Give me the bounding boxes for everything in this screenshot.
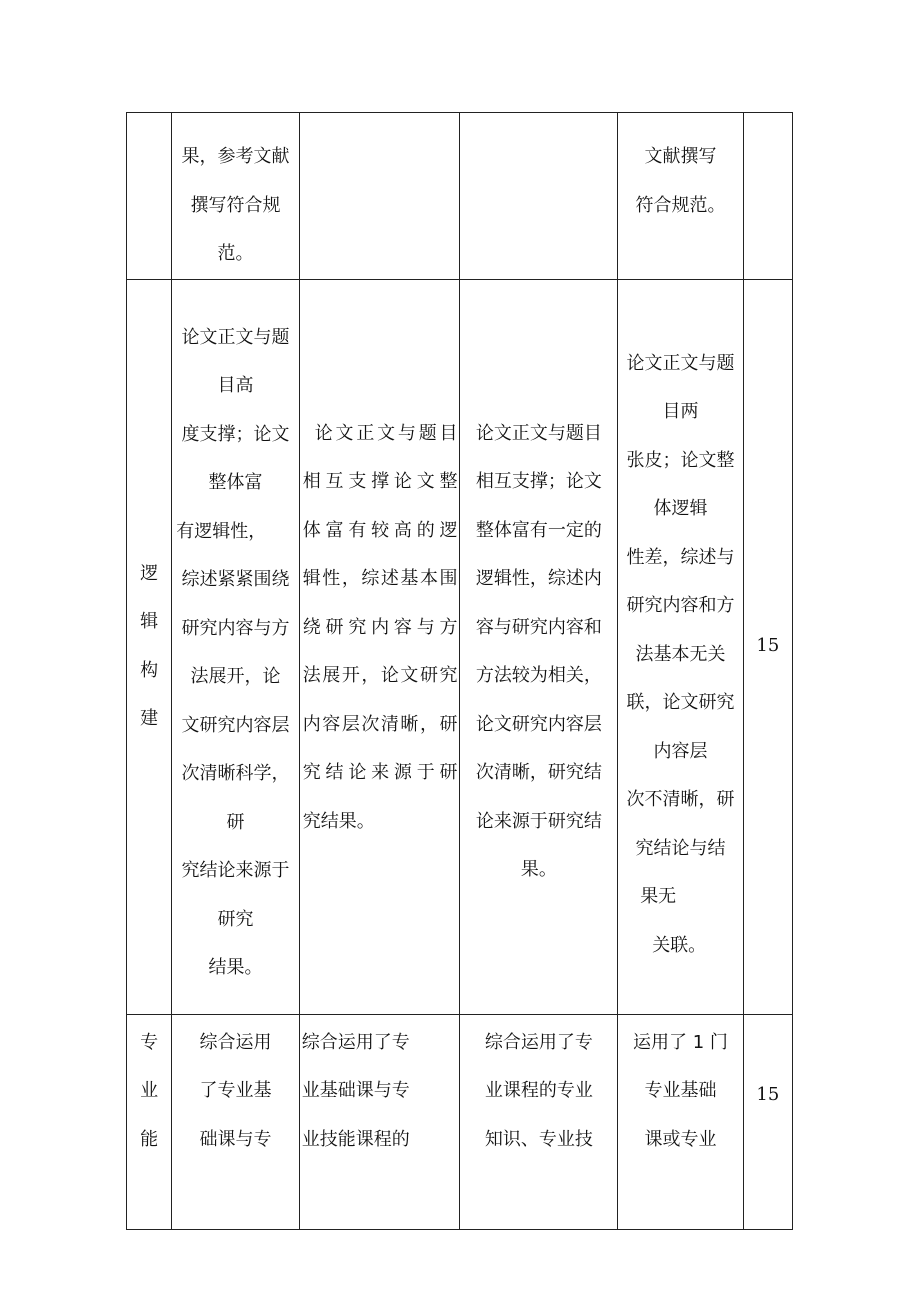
cell-line: 论文研究内容层 (475, 713, 602, 735)
cell-line: 符合规范。 (635, 194, 726, 216)
fail-cell (618, 279, 744, 1014)
cell-line: 文献撰写 (644, 146, 717, 167)
cell-line: 撰写符合规 (190, 194, 281, 216)
excellent-cell (172, 1014, 300, 1229)
cell-line: 究结论与结 (635, 837, 726, 859)
cell-line: 知识、专业技 (484, 1128, 593, 1150)
pass-cell (460, 279, 618, 1014)
fail-cell (618, 1014, 744, 1229)
cell-line: 范。 (217, 243, 254, 264)
cell-line: 础课与专 (199, 1128, 272, 1150)
good-cell (299, 1014, 460, 1229)
criterion-char: 建 (140, 708, 159, 729)
cell-line: 联，论文研究 (626, 692, 735, 713)
cell-line: 综述紧紧围绕 (181, 569, 290, 590)
score-cell: 15 (743, 279, 792, 1014)
score-cell: 15 (743, 1014, 792, 1229)
criterion-char: 辑 (140, 611, 159, 632)
cell-line: 研究 (217, 908, 254, 930)
criterion-cell (127, 1014, 172, 1229)
cell-line: 整体富有一定的 (475, 519, 602, 541)
cell-line: 法展开，论 (190, 666, 281, 687)
cell-line: 究结论来源于 (181, 860, 290, 881)
cell-line: 性差，综述与 (626, 546, 735, 568)
cell-line: 体逻辑 (653, 498, 708, 519)
cell-line: 度支撑；论文 (181, 423, 290, 445)
cell-line: 逻辑性，综述内 (475, 568, 602, 589)
criterion-char: 专 (140, 1031, 159, 1053)
table-row (127, 279, 793, 1014)
cell-line: 张皮；论文整 (626, 449, 735, 471)
cell-line: 运用了 1 门 (633, 1031, 728, 1053)
cell-line: 体富有较高的逻 (302, 519, 458, 541)
cell-line: 研究内容和方 (626, 595, 735, 616)
good-cell (299, 113, 460, 280)
good-cell (299, 279, 460, 1014)
criterion-char: 逻 (140, 562, 159, 584)
cell-line: 相互支撑论文整 (302, 471, 458, 492)
criterion-char: 构 (140, 659, 159, 681)
score-cell (743, 113, 792, 280)
cell-line: 文研究内容层 (181, 714, 290, 736)
cell-line: 综合运用 (199, 1031, 272, 1053)
cell-line: 容与研究内容和 (475, 616, 602, 638)
cell-line: 研究内容与方 (181, 617, 290, 639)
excellent-cell (172, 113, 300, 280)
cell-line: 内容层次清晰，研 (302, 713, 458, 735)
cell-line: 次清晰，研究结 (475, 762, 602, 783)
cell-line: 究结果。 (302, 810, 375, 832)
cell-line: 果。 (520, 859, 557, 880)
cell-line: 业基础课与专 (301, 1080, 410, 1101)
cell-line: 业课程的专业 (484, 1080, 593, 1101)
cell-line: 业技能课程的 (301, 1128, 410, 1150)
cell-line: 论文正文与题 (181, 326, 290, 348)
cell-line: 果，参考文献 (181, 146, 290, 167)
cell-line: 论文正文与题 (626, 352, 735, 374)
cell-line: 关联。 (652, 934, 707, 956)
cell-line: 目两 (662, 401, 699, 422)
cell-line: 综合运用了专 (301, 1031, 410, 1053)
pass-cell (460, 113, 618, 280)
cell-line: 相互支撑；论文 (475, 471, 602, 492)
cell-line: 方法较为相关， (475, 665, 602, 686)
criterion-char: 能 (140, 1128, 159, 1150)
excellent-cell (172, 279, 300, 1014)
fail-cell (618, 113, 744, 280)
cell-line: 研 (226, 811, 245, 833)
pass-cell (460, 1014, 618, 1229)
criterion-cell (127, 279, 172, 1014)
cell-line: 课或专业 (644, 1128, 717, 1150)
cell-line: 结果。 (208, 957, 263, 978)
cell-line: 了专业基 (199, 1080, 272, 1101)
cell-line: 次不清晰，研 (626, 789, 735, 810)
cell-line: 究结论来源于研 (302, 762, 458, 783)
cell-line: 整体富 (208, 472, 263, 493)
cell-line: 有逻辑性， (176, 520, 267, 542)
table-row (127, 1014, 793, 1229)
cell-line: 果无 (640, 886, 677, 907)
criterion-char: 业 (140, 1080, 159, 1101)
cell-line: 目高 (217, 375, 254, 396)
cell-line: 专业基础 (644, 1080, 717, 1101)
cell-line: 论文正文与题目 (314, 422, 458, 444)
cell-line: 内容层 (653, 740, 708, 762)
cell-line: 论来源于研究结 (475, 810, 602, 832)
cell-line: 辑性，综述基本围 (302, 568, 458, 589)
cell-line: 次清晰科学， (181, 763, 290, 784)
cell-line: 论文正文与题目 (475, 422, 602, 444)
rubric-table (126, 112, 793, 1230)
cell-line: 法展开，论文研究 (302, 665, 458, 686)
cell-line: 绕研究内容与方 (302, 616, 458, 638)
cell-line: 综合运用了专 (484, 1031, 593, 1053)
cell-line: 法基本无关 (635, 643, 726, 665)
criterion-cell (127, 113, 172, 280)
table-row (127, 113, 793, 280)
